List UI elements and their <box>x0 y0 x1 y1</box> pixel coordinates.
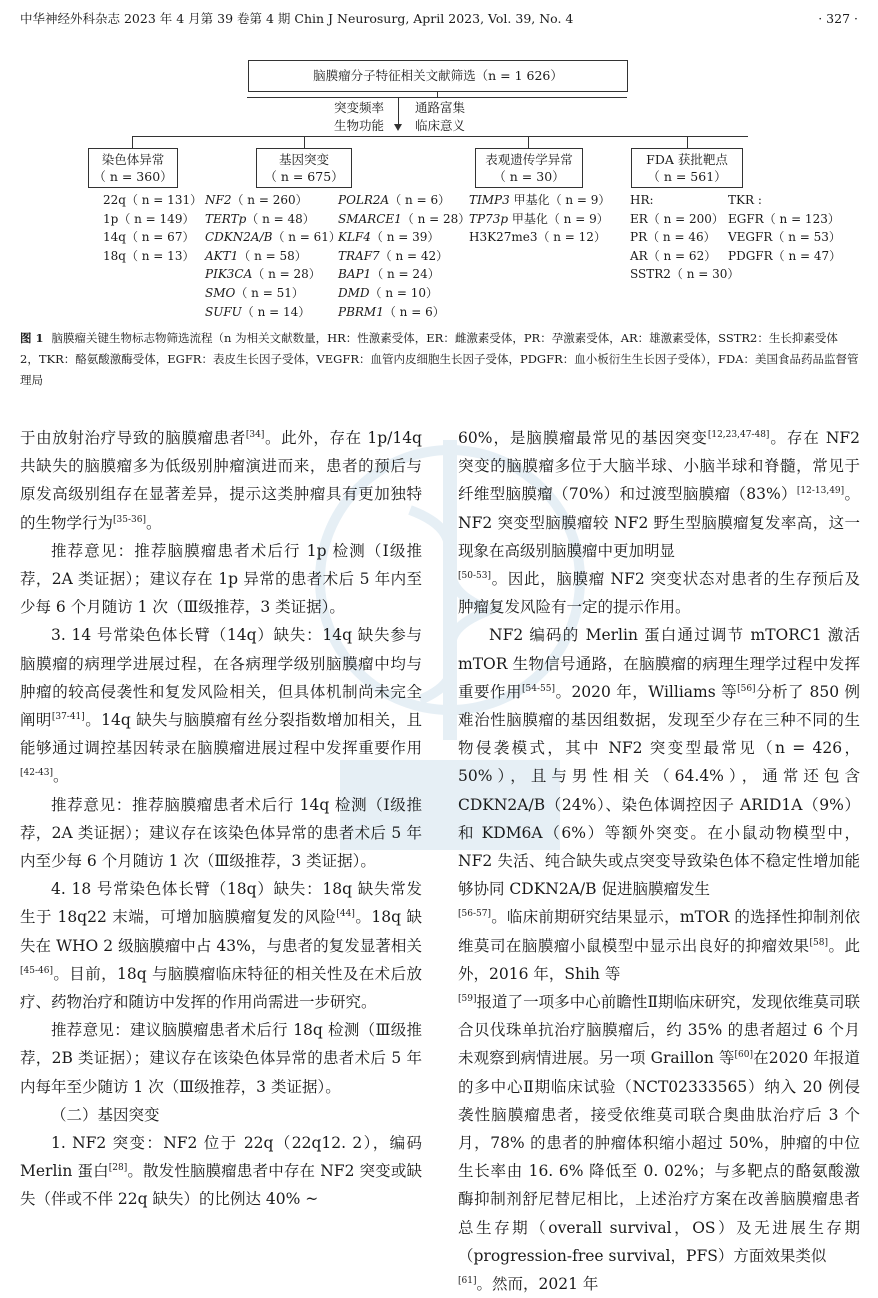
list-item: POLR2A（ n = 6） <box>338 193 451 207</box>
paragraph-text: 3. 14 号常染色体长臂（14q）缺失：14q 缺失参与脑膜瘤的病理学进展过程，在各病理学级别脑膜瘤中均与肿瘤的较高侵袭性和复发风险相关，但具体机制尚未完全阐明 <box>20 626 422 730</box>
citation: [12,23,47-48] <box>707 430 770 440</box>
gene-name: AKT1 <box>205 248 239 263</box>
citation: [58] <box>809 937 829 948</box>
paragraph-text: 在2020 年报道的多中心Ⅱ期临床试验（NCT02333565）纳入 20 例侵袭性脑膜瘤患者，接受依维莫司联合奥曲肽治疗后 3 个月，78% 的患者的肿瘤体积缩小超过 50%，肿瘤的中位生长率由 16. 6% 降低至 0. 02%；与多靶点的酪氨酸激酶抑制剂舒尼替尼相比，上述治疗方案在改善脑膜瘤患者总生存期（overall survival，OS）及无进展生存期（progression-free survival，PFS）方面效果类似 <box>458 1049 860 1265</box>
paragraph-text: 。散发性脑膜瘤患者中存在 NF2 突变或缺失（伴或不伴 22q 缺失）的比例达 40% ~ <box>20 1162 422 1209</box>
list-item: HR: <box>630 193 654 207</box>
list-item: TRAF7（ n = 42） <box>338 248 449 263</box>
list-item: BAP1（ n = 24） <box>338 267 440 282</box>
paragraph <box>20 1016 422 1101</box>
caption-text: 脑膜瘤关键生物标志物筛选流程（n 为相关文献数量，HR：性激素受体，ER：雌激素受体，PR：孕激素受体，AR：雄激素受体，SSTR2：生长抑素受体 2，TKR：酪氨酸激酶受体，EGFR：表皮生长因子受体，VEGFR：血管内皮细胞生长因子受体，PDGFR：血小板衍生生长因子受体），FDA：美国食品药品监督管理局 <box>20 331 859 387</box>
category-count: （ n = 30） <box>493 169 565 184</box>
paragraph <box>20 537 422 622</box>
list-item: KLF4（ n = 39） <box>338 230 440 245</box>
left-label-1: 突变频率 <box>334 100 385 115</box>
connector-line <box>687 136 688 148</box>
list-item: SUFU（ n = 14） <box>205 304 311 319</box>
paragraph-text: 推荐意见：推荐脑膜瘤患者术后行 1p 检测（Ⅰ级推荐，2A 类证据）；建议存在 1p 异常的患者术后 5 年内至少每 6 个月随访 1 次（Ⅲ级推荐，3 类证据）。 <box>20 541 422 617</box>
paragraph-text: 推荐意见：推荐脑膜瘤患者术后行 14q 检测（Ⅰ级推荐，2A 类证据）；建议存在该染色体异常的患者术后 5 年内至少每 6 个月随访 1 次（Ⅲ级推荐，3 类证据）。 <box>20 795 422 871</box>
paragraph-text: 1. NF2 突变：NF2 位于 22q（22q12. 2），编码 Merlin 蛋白 <box>20 1134 422 1181</box>
citation: [12-13,49] <box>796 486 845 497</box>
list-item: PR（ n = 46） <box>630 230 716 245</box>
list-item: PDGFR（ n = 47） <box>728 248 842 263</box>
category-box-epigenetic <box>475 148 583 188</box>
chrom-items <box>103 191 202 265</box>
list-item: CDKN2A/B（ n = 61） <box>205 230 341 245</box>
arrow-down-icon <box>394 124 402 131</box>
list-item: SMO（ n = 51） <box>205 285 304 300</box>
gene-name: TRAF7 <box>338 248 380 263</box>
category-title: 表观遗传学异常 <box>485 152 573 167</box>
paragraph-text: （二）基因突变 <box>51 1105 160 1124</box>
list-item: TP73p 甲基化（ n = 9） <box>469 211 609 226</box>
citation: [59] <box>458 994 477 1005</box>
fda-items-left <box>630 191 739 284</box>
list-item: PBRM1（ n = 6） <box>338 304 445 319</box>
citation: [54-55] <box>521 683 555 694</box>
paragraph <box>458 903 860 988</box>
list-item: 14q（ n = 67） <box>103 230 195 245</box>
left-label-2: 生物功能 <box>334 118 385 133</box>
text-column-left <box>20 424 422 1214</box>
text-column-right <box>458 424 860 1298</box>
paragraph-text: 。临床前期研究结果显示，mTOR 的选择性抑制剂依维莫司在脑膜瘤小鼠模型中显示出良好的抑瘤效果 <box>458 908 860 955</box>
paragraph-text: 60%，是脑膜瘤最常见的基因突变 <box>458 429 708 447</box>
paragraph <box>20 791 422 876</box>
category-title: FDA 获批靶点 <box>646 152 728 167</box>
flowchart <box>0 0 878 330</box>
list-item: 1p（ n = 149） <box>103 211 195 226</box>
citation: [35-36] <box>113 514 146 525</box>
paragraph <box>20 424 422 537</box>
list-item: TKR : <box>728 193 762 207</box>
list-item: VEGFR（ n = 53） <box>728 230 841 245</box>
list-item: SMARCE1（ n = 28） <box>338 211 471 226</box>
gene-items-left <box>205 191 341 321</box>
gene-name: PIK3CA <box>205 267 253 282</box>
paragraph-text: 。2020 年，Williams 等 <box>554 682 738 701</box>
gene-name: TERTp <box>205 211 247 226</box>
flowchart-root-box <box>248 60 628 92</box>
list-item: ER（ n = 200） <box>630 211 724 226</box>
gene-name: DMD <box>338 285 370 300</box>
citation: [42-43] <box>20 768 53 779</box>
connector-line <box>132 136 133 148</box>
paragraph <box>458 621 860 903</box>
paragraph-text: 。NF2 突变型脑膜瘤较 NF2 野生型脑膜瘤复发率高，这一现象在高级别脑膜瘤中更加明显 <box>458 485 860 560</box>
gene-name: SMARCE1 <box>338 211 402 226</box>
citation: [60] <box>734 1050 753 1061</box>
paragraph-text: 。 <box>52 767 69 786</box>
category-count: （ n = 561） <box>647 169 727 184</box>
epi-items <box>469 191 610 247</box>
list-item: SSTR2（ n = 30） <box>630 267 740 282</box>
paragraph-text: 推荐意见：建议脑膜瘤患者术后行 18q 检测（Ⅲ级推荐，2B 类证据）；建议存在该染色体异常的患者术后 5 年内每年至少随访 1 次（Ⅲ级推荐，3 类证据）。 <box>20 1021 422 1096</box>
paragraph <box>458 1270 860 1298</box>
citation: [56-57] <box>458 909 491 920</box>
figure-caption <box>20 328 860 391</box>
citation: [34] <box>245 430 265 440</box>
gene-name: SMO <box>205 285 236 300</box>
paragraph <box>20 1101 422 1129</box>
list-item: 18q（ n = 13） <box>103 248 195 263</box>
list-item: TIMP3 甲基化（ n = 9） <box>469 193 611 207</box>
paragraph <box>20 621 422 790</box>
citation: [61] <box>458 1276 477 1287</box>
gene-name: NF2 <box>205 193 232 207</box>
gene-name: POLR2A <box>338 193 390 207</box>
paragraph-text: 4. 18 号常染色体长臂（18q）缺失：18q 缺失常发生于 18q22 末端，可增加脑膜瘤复发的风险 <box>20 880 422 927</box>
paragraph <box>458 988 860 1270</box>
paragraph-text: NF2 编码的 Merlin 蛋白通过调节 mTORC1 激活 mTOR 生物信号通路，在脑膜瘤的病理生理学过程中发挥重要作用 <box>458 626 860 701</box>
citation: [50-53] <box>458 571 491 582</box>
category-count: （ n = 675） <box>264 169 344 184</box>
category-box-gene <box>256 148 352 188</box>
category-box-chromosome <box>88 148 178 188</box>
right-label-1: 通路富集 <box>415 100 466 115</box>
paragraph-text: 报道了一项多中心前瞻性Ⅱ期临床研究，发现依维莫司联合贝伐珠单抗治疗脑膜瘤后，约 35% 的患者超过 6 个月未观察到病情进展。另一项 Graillon 等 <box>458 993 860 1068</box>
list-item: AR（ n = 62） <box>630 248 717 263</box>
gene-name: BAP1 <box>338 267 372 282</box>
paragraph-text: 。然而，2021 年 <box>476 1275 599 1294</box>
paragraph-text: 。14q 缺失与脑膜瘤有丝分裂指数增加相关，且能够通过调控基因转录在脑膜瘤进展过程中发挥重要作用 <box>20 711 422 758</box>
paragraph-text: 。目前，18q 与脑膜瘤临床特征的相关性及在术后放疗、药物治疗和随访中发挥的作用尚需进一步研究。 <box>20 964 422 1012</box>
list-item: PIK3CA（ n = 28） <box>205 267 321 282</box>
fda-items-right <box>728 191 841 265</box>
citation: [44] <box>336 909 355 920</box>
citation: [37-41] <box>51 712 85 723</box>
citation: [56] <box>737 683 756 694</box>
connector-line <box>132 136 748 137</box>
paragraph <box>20 875 422 1016</box>
right-label-2: 临床意义 <box>415 118 466 133</box>
paragraph-text: 。存在 NF2 突变的脑膜瘤多位于大脑半球、小脑半球和脊髓，常见于纤维型脑膜瘤（70%）和过渡型脑膜瘤（83%） <box>458 429 861 504</box>
paragraph-text: 。 <box>145 513 162 532</box>
list-item: DMD（ n = 10） <box>338 285 439 300</box>
list-item: 22q（ n = 131） <box>103 193 203 207</box>
gene-items-right <box>338 191 470 321</box>
list-item: H3K27me3（ n = 12） <box>469 230 606 245</box>
gene-name: CDKN2A/B <box>205 230 273 245</box>
journal-info: 中华神经外科杂志 2023 年 4 月第 39 卷第 4 期 Chin J Neurosurg, April 2023, Vol. 39, No. 4 <box>20 11 574 26</box>
paragraph-text: 于由放射治疗导致的脑膜瘤患者 <box>20 429 246 447</box>
paragraph-text: 。此外，2016 年，Shih 等 <box>458 936 860 983</box>
list-item: NF2（ n = 260） <box>205 193 308 207</box>
connector-line <box>398 97 399 127</box>
paragraph <box>458 565 860 621</box>
flowchart-root-label: 脑膜瘤分子特征相关文献筛选（n = 1 626） <box>313 68 563 83</box>
citation: [28] <box>108 1163 128 1174</box>
gene-name: SUFU <box>205 304 242 319</box>
figure-label: 图 1 <box>20 331 44 345</box>
page-number: · 327 · <box>818 11 858 26</box>
category-title: 基因突变 <box>278 152 329 167</box>
gene-name: PBRM1 <box>338 304 384 319</box>
list-item: AKT1（ n = 58） <box>205 248 307 263</box>
list-item: TERTp（ n = 48） <box>205 211 315 226</box>
paragraph <box>20 1129 422 1214</box>
paragraph-text: 。此外，存在 1p/14q 共缺失的脑膜瘤多为低级别肿瘤演进而来，患者的预后与原发高级别组存在显著差异，提示这类肿瘤具有更加独特的生物学行为 <box>20 429 422 532</box>
connector-line <box>528 136 529 148</box>
category-title: 染色体异常 <box>101 152 165 167</box>
connector-line <box>304 136 305 148</box>
paragraph-text: 。18q 缺失在 WHO 2 级脑膜瘤中占 43%，与患者的复发显著相关 <box>20 908 422 955</box>
citation: [45-46] <box>20 965 53 976</box>
paragraph-text: 。因此，脑膜瘤 NF2 突变状态对患者的生存预后及肿瘤复发风险有一定的提示作用。 <box>458 570 860 617</box>
gene-name: KLF4 <box>338 230 371 245</box>
category-box-fda <box>631 148 743 188</box>
paragraph <box>458 424 860 565</box>
list-item: EGFR（ n = 123） <box>728 211 840 226</box>
category-count: （ n = 360） <box>93 169 173 184</box>
paragraph-text: 分析了 850 例难治性脑膜瘤的基因组数据，发现至少存在三种不同的生物侵袭模式，其中 NF2 突变型最常见（n = 426，50%），且与男性相关（64.4%），通常还包含 CDKN2A/B（24%）、染色体调控因子 ARID1A（9%）和 KDM6A（6%）等额外突变。在小鼠动物模型中，NF2 失活、纯合缺失或点突变导致染色体不稳定性增加能够协同 CDKN2A/B 促进脑膜瘤发生 <box>458 682 860 899</box>
